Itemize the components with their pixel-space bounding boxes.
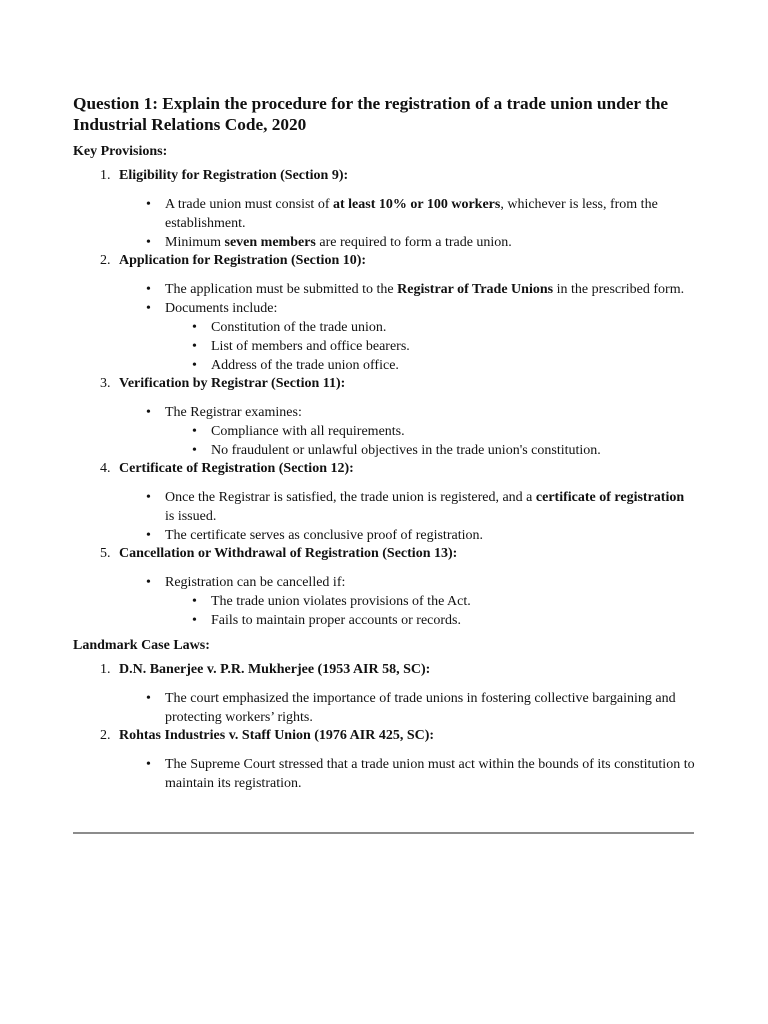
case-law-item — [73, 661, 695, 727]
item-number: 4. — [100, 461, 111, 476]
sub-bullet-list — [165, 592, 695, 630]
bullet-list — [119, 195, 695, 252]
bullet-list — [119, 488, 695, 545]
horizontal-rule — [73, 832, 694, 834]
provision-item — [73, 545, 695, 630]
sub-bullet-item: • The trade union violates provisions of the Act. — [165, 592, 695, 611]
sub-bullet-item: • Fails to maintain proper accounts or records. — [165, 611, 695, 630]
bold-text: Registrar of Trade Unions — [397, 282, 554, 297]
sub-bullet-item: • Constitution of the trade union. — [165, 318, 695, 337]
bullet-item — [119, 526, 695, 545]
item-heading: Application for Registration (Section 10): — [119, 253, 367, 268]
question-heading: Question 1: Explain the procedure for the registration of a trade union under the Industrial Relations Code, 2020 — [73, 94, 669, 134]
bullet-item — [119, 755, 695, 793]
bullet-list — [119, 403, 695, 460]
case-laws-heading: Landmark Case Laws: — [73, 638, 210, 653]
provisions-list — [73, 167, 695, 630]
bullet-item — [119, 689, 695, 727]
item-heading: Eligibility for Registration (Section 9): — [119, 168, 349, 183]
bullet-text: Documents include: — [165, 301, 278, 316]
item-heading: Rohtas Industries v. Staff Union (1976 AIR 425, SC): — [119, 728, 435, 743]
bullet-item — [119, 488, 695, 526]
provision-item — [73, 252, 695, 375]
case-law-item — [73, 727, 695, 793]
bullet-text: , whichever is less, from the establishment. — [165, 197, 658, 231]
bullet-text: A trade union must consist of — [165, 197, 333, 212]
bullet-text: in the prescribed form. — [553, 282, 685, 297]
bullet-text: Registration can be cancelled if: — [165, 575, 346, 590]
bold-text: certificate of registration — [535, 490, 685, 505]
item-heading: Certificate of Registration (Section 12): — [119, 461, 354, 476]
bullet-text: Minimum — [165, 235, 225, 250]
provision-item — [73, 460, 695, 545]
item-heading: Verification by Registrar (Section 11): — [119, 376, 346, 391]
bullet-item — [119, 299, 695, 375]
bullet-item — [119, 573, 695, 630]
bullet-list — [119, 755, 695, 793]
sub-bullet-list — [165, 318, 695, 375]
item-number: 2. — [100, 253, 111, 268]
key-provisions-heading: Key Provisions: — [73, 144, 168, 159]
bullet-text: The Registrar examines: — [165, 405, 302, 420]
sub-bullet-item: • Address of the trade union office. — [165, 356, 695, 375]
provision-item — [73, 375, 695, 460]
item-number: 1. — [100, 168, 111, 183]
sub-bullet-item: • No fraudulent or unlawful objectives in the trade union's constitution. — [165, 441, 695, 460]
sub-bullet-item: • List of members and office bearers. — [165, 337, 695, 356]
bullet-item — [119, 403, 695, 460]
bullet-text: The certificate serves as conclusive proof of registration. — [165, 528, 483, 543]
item-number: 3. — [100, 376, 111, 391]
bullet-list — [119, 689, 695, 727]
document-body — [73, 93, 695, 793]
bullet-text: The court emphasized the importance of trade unions in fostering collective bargaining and protecting workers’ rights. — [165, 691, 676, 725]
sub-bullet-list — [165, 422, 695, 460]
bullet-list — [119, 573, 695, 630]
bold-text: at least 10% or 100 workers — [333, 197, 501, 212]
bullet-text: is issued. — [165, 509, 217, 524]
bullet-item — [119, 195, 695, 233]
item-heading: Cancellation or Withdrawal of Registration (Section 13): — [119, 546, 458, 561]
item-number: 2. — [100, 728, 111, 743]
item-number: 1. — [100, 662, 111, 677]
bullet-text: The Supreme Court stressed that a trade union must act within the bounds of its constitution to maintain its registration. — [165, 757, 695, 791]
bullet-list — [119, 280, 695, 375]
provision-item — [73, 167, 695, 252]
sub-bullet-item: • Compliance with all requirements. — [165, 422, 695, 441]
bullet-item — [119, 233, 695, 252]
bullet-text: are required to form a trade union. — [315, 235, 512, 250]
bullet-text: The application must be submitted to the — [165, 282, 398, 297]
bullet-text: Once the Registrar is satisfied, the trade union is registered, and a — [165, 490, 536, 505]
bold-text: seven members — [224, 235, 316, 250]
item-number: 5. — [100, 546, 111, 561]
item-heading: D.N. Banerjee v. P.R. Mukherjee (1953 AIR 58, SC): — [119, 662, 431, 677]
bullet-item — [119, 280, 695, 299]
case-laws-list — [73, 661, 695, 793]
